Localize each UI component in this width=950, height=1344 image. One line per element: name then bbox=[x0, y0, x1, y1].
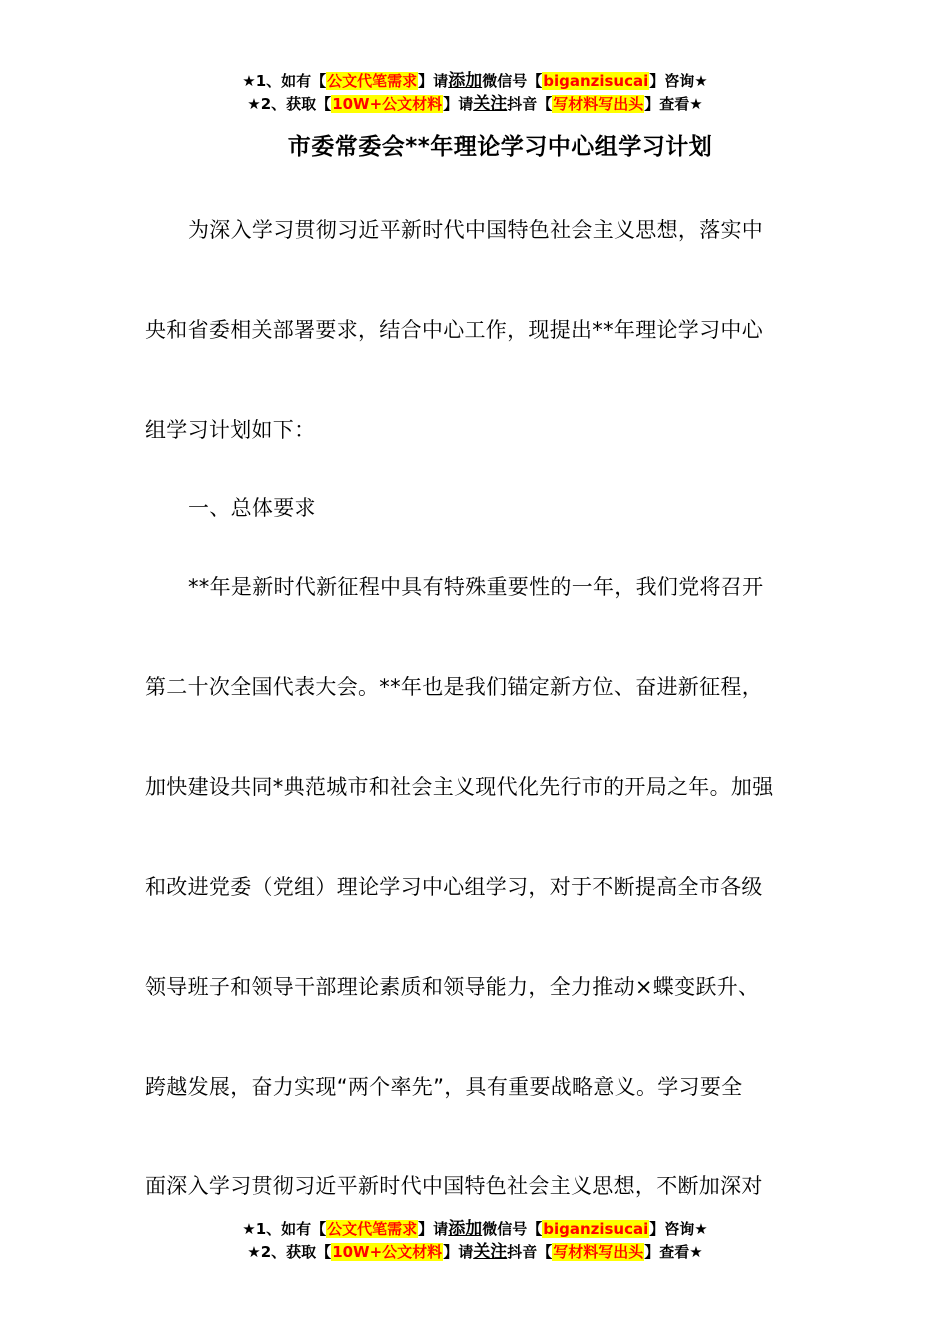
paragraph-line: 加快建设共同*典范城市和社会主义现代化先行市的开局之年。加强 bbox=[145, 775, 774, 799]
paragraph-line: 组学习计划如下： bbox=[145, 418, 316, 442]
banner-text: 】请 bbox=[418, 1220, 449, 1238]
paragraph-line: 和改进党委（党组）理论学习中心组学习，对于不断提高全市各级 bbox=[145, 875, 763, 899]
paragraph-line: 跨越发展，奋力实现“两个率先”，具有重要战略意义。学习要全 bbox=[145, 1075, 743, 1099]
banner-text: ★1、如有【 bbox=[242, 72, 327, 90]
banner-text: 】咨询★ bbox=[649, 1220, 708, 1238]
banner-line-2 bbox=[0, 93, 950, 116]
banner-highlight: 10W+公文材料 bbox=[332, 95, 443, 113]
paragraph-line: 央和省委相关部署要求，结合中心工作，现提出**年理论学习中心 bbox=[145, 318, 763, 342]
banner-text: 】请 bbox=[418, 72, 449, 90]
banner-text: 微信号【 bbox=[482, 72, 543, 90]
header-banner bbox=[0, 70, 950, 116]
banner-douyin-id: 写材料写出头 bbox=[553, 1243, 644, 1261]
document-title: 市委常委会**年理论学习中心组学习计划 bbox=[287, 134, 713, 160]
paragraph-line: 为深入学习贯彻习近平新时代中国特色社会主义思想，落实中 bbox=[188, 218, 764, 242]
banner-text: ★1、如有【 bbox=[242, 1220, 327, 1238]
banner-text: 】查看★ bbox=[644, 95, 703, 113]
banner-line-1 bbox=[0, 1218, 950, 1241]
paragraph-line: 领导班子和领导干部理论素质和领导能力，全力推动×蝶变跃升、 bbox=[145, 975, 760, 999]
banner-text: 】查看★ bbox=[644, 1243, 703, 1261]
footer-banner bbox=[0, 1218, 950, 1264]
banner-text: 抖音【 bbox=[507, 95, 553, 113]
banner-line-2 bbox=[0, 1241, 950, 1264]
banner-text: 抖音【 bbox=[507, 1243, 553, 1261]
banner-text: ★2、获取【 bbox=[247, 95, 332, 113]
paragraph-line: **年是新时代新征程中具有特殊重要性的一年，我们党将召开 bbox=[188, 575, 764, 599]
paragraph-line: 第二十次全国代表大会。**年也是我们锚定新方位、奋进新征程， bbox=[145, 675, 763, 699]
banner-underline: 关注 bbox=[473, 94, 508, 114]
banner-highlight: 公文代笔需求 bbox=[327, 1220, 418, 1238]
banner-text: 微信号【 bbox=[482, 1220, 543, 1238]
banner-text: ★2、获取【 bbox=[247, 1243, 332, 1261]
banner-line-1 bbox=[0, 70, 950, 93]
banner-douyin-id: 写材料写出头 bbox=[553, 95, 644, 113]
banner-underline: 添加 bbox=[448, 1219, 483, 1239]
banner-wechat-id: biganzisucai bbox=[543, 1220, 649, 1238]
banner-wechat-id: biganzisucai bbox=[543, 72, 649, 90]
section-heading: 一、总体要求 bbox=[188, 496, 316, 520]
banner-highlight: 公文代笔需求 bbox=[327, 72, 418, 90]
paragraph-line: 面深入学习贯彻习近平新时代中国特色社会主义思想，不断加深对 bbox=[145, 1174, 763, 1198]
banner-text: 】请 bbox=[443, 1243, 474, 1261]
banner-underline: 关注 bbox=[473, 1242, 508, 1262]
banner-underline: 添加 bbox=[448, 71, 483, 91]
banner-text: 】咨询★ bbox=[649, 72, 708, 90]
banner-highlight: 10W+公文材料 bbox=[332, 1243, 443, 1261]
banner-text: 】请 bbox=[443, 95, 474, 113]
